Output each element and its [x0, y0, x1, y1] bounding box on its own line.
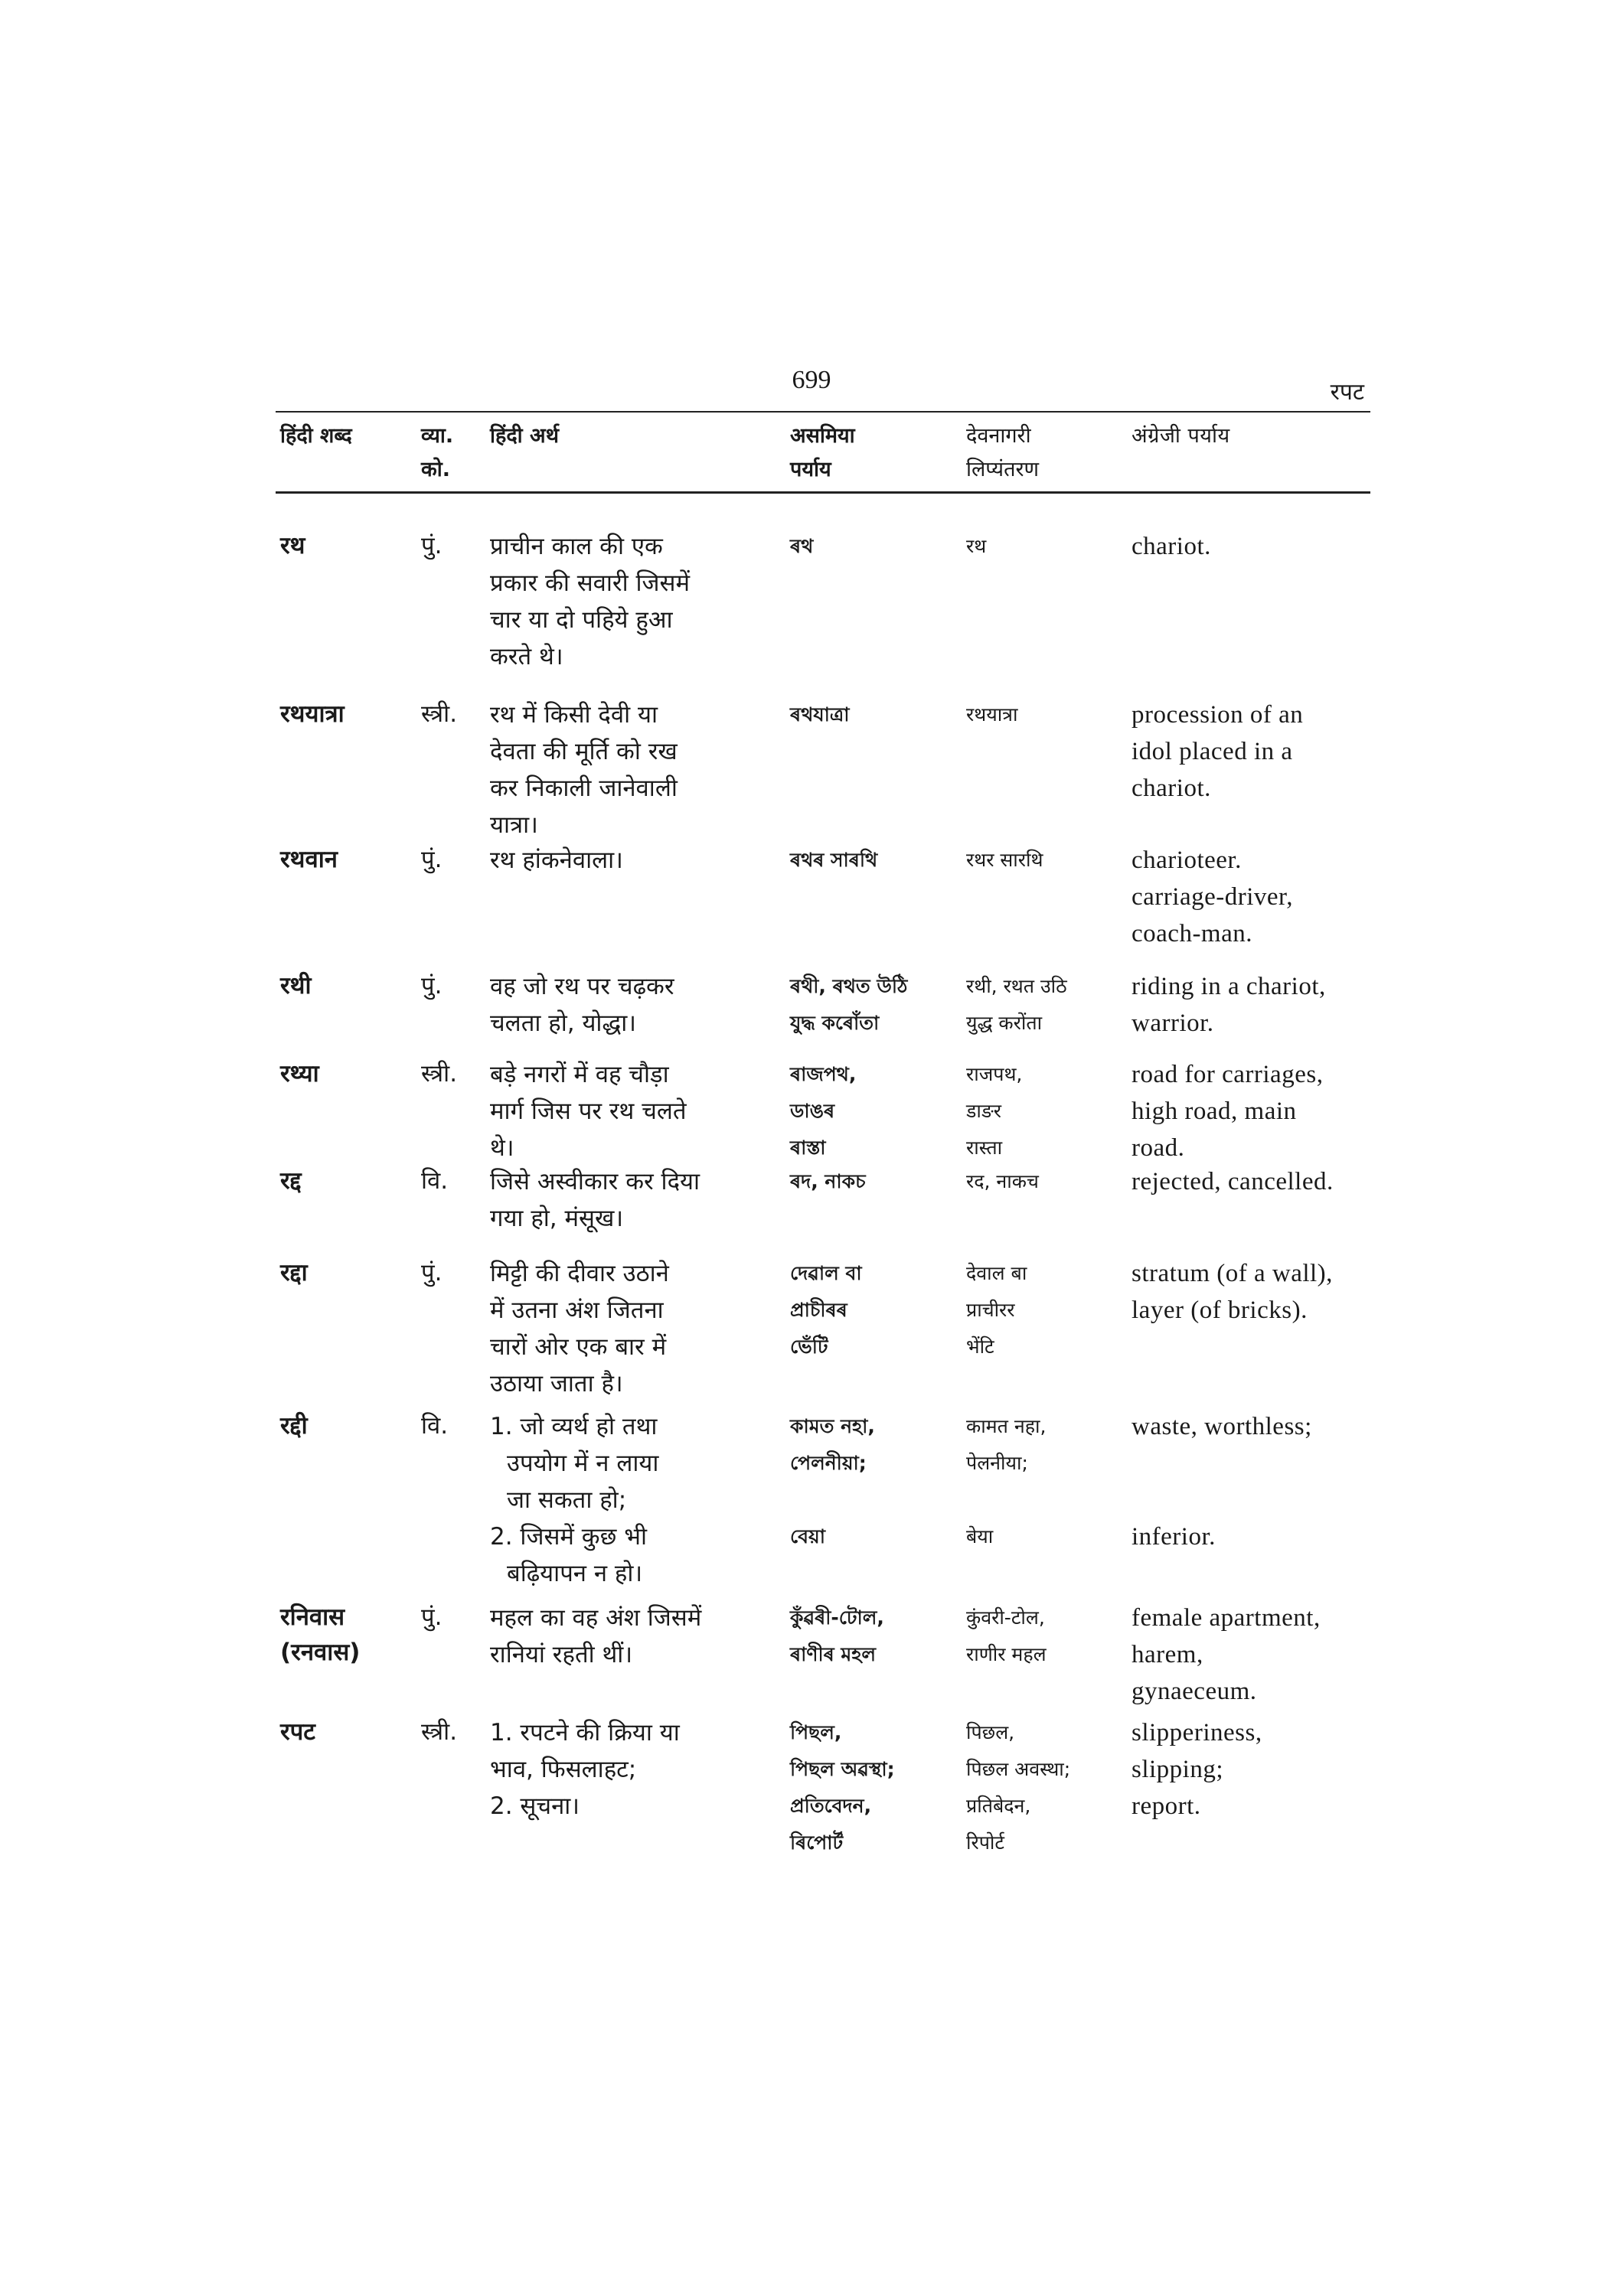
entry-devanagari	[966, 1600, 1127, 1673]
entry-word-line: रथ	[280, 532, 305, 559]
entry-meaning-line: मिट्टी की दीवार उठाने	[490, 1260, 669, 1287]
entry-devanagari	[966, 696, 1127, 733]
entry-assamese	[790, 1255, 951, 1365]
entry-english-line	[1132, 1482, 1392, 1518]
entry-english-line: layer (of bricks).	[1132, 1296, 1308, 1324]
entry-assamese	[790, 528, 951, 565]
entry-devanagari-line: युद्ध करोंता	[966, 1012, 1043, 1034]
entry-assamese-line	[790, 1482, 951, 1518]
entry-assamese	[790, 968, 951, 1042]
entry-grammar: पुं.	[421, 1259, 442, 1287]
entry-assamese	[790, 1056, 951, 1166]
entry-meaning-line: उठाया जाता है।	[490, 1370, 623, 1397]
entry-word	[280, 1408, 410, 1443]
entry-word	[280, 1056, 410, 1091]
entry-english	[1132, 696, 1392, 807]
entry-assamese-line: পেলনীয়া;	[790, 1452, 867, 1474]
entry-meaning-line: बड़े नगरों में वह चौड़ा	[490, 1061, 669, 1088]
header-assamese-line: असमिया	[790, 424, 855, 448]
entry-meaning-line: 2. सूचना।	[490, 1792, 580, 1820]
entry-grammar: पुं.	[421, 846, 442, 873]
entry-english-line: harem,	[1132, 1641, 1203, 1668]
entry-assamese	[790, 696, 951, 733]
entry-english-line: chariot.	[1132, 775, 1211, 802]
entry-devanagari-line: डाङर	[966, 1100, 1002, 1122]
entry-english	[1132, 1056, 1392, 1166]
entry-devanagari-line: प्राचीरर	[966, 1299, 1015, 1321]
entry-english	[1132, 1163, 1392, 1200]
entry-assamese	[790, 1714, 951, 1861]
entry-meaning-line: बढ़ियापन न हो।	[507, 1560, 643, 1587]
header-devanagari-line: देवनागरी	[966, 424, 1031, 448]
entry-meaning	[490, 1255, 781, 1402]
entry-word-line: रथयात्रा	[280, 700, 345, 728]
entry-meaning-line: 2. जिसमें कुछ भी	[490, 1523, 648, 1551]
entry-meaning-line: मार्ग जिस पर रथ चलते	[490, 1097, 687, 1125]
entry-assamese-line: প্ৰতিবেদন,	[790, 1795, 872, 1817]
entry-meaning	[490, 1714, 781, 1825]
entry-meaning-line: यात्रा।	[490, 811, 538, 839]
entry-meaning-line: चलता हो, योद्धा।	[490, 1009, 637, 1037]
entry-assamese-line: পিছল,	[790, 1721, 842, 1743]
entry-english-line: charioteer.	[1132, 846, 1242, 874]
entry-english-line: road.	[1132, 1134, 1185, 1162]
entry-devanagari-line: पिछल,	[966, 1721, 1015, 1743]
entry-english-line: carriage-driver,	[1132, 883, 1293, 911]
entry-assamese	[790, 1408, 951, 1555]
entry-word	[280, 968, 410, 1003]
entry-devanagari-line: कुंवरी-टोल,	[966, 1606, 1045, 1629]
entry-word-line: रद्दा	[280, 1259, 308, 1287]
entry-grammar: स्त्री.	[421, 1718, 458, 1746]
entry-devanagari-line	[966, 1482, 1127, 1518]
entry-assamese-line: ভেঁটি	[790, 1336, 828, 1358]
entry-english-line: female apartment,	[1132, 1604, 1321, 1632]
entry-devanagari-line: रिपोर्ट	[966, 1831, 1004, 1854]
entry-assamese-line: কুঁৱৰী-টোল,	[790, 1606, 884, 1629]
entry-word-line: रथ्या	[280, 1060, 319, 1088]
running-head: रपट	[1330, 379, 1364, 406]
entry-english-line: waste, worthless;	[1132, 1413, 1312, 1440]
entry-meaning	[490, 842, 781, 879]
entry-word	[280, 1163, 410, 1199]
entry-english	[1132, 528, 1392, 565]
entry-english	[1132, 1714, 1392, 1825]
entry-devanagari	[966, 1056, 1127, 1166]
entry-english	[1132, 1255, 1392, 1329]
entry-word-line: रथी	[280, 972, 312, 1000]
entry-assamese-line: বেয়া	[790, 1525, 826, 1548]
entry-english-line: slipping;	[1132, 1756, 1224, 1783]
entry-english	[1132, 1408, 1392, 1555]
header-hindi-meaning: हिंदी अर्थ	[490, 424, 559, 448]
entry-assamese-line: ৰাস্তা	[790, 1137, 826, 1159]
entry-word	[280, 528, 410, 563]
header-assamese-line: पर्याय	[790, 458, 831, 481]
entry-grammar: पुं.	[421, 1603, 442, 1631]
entry-assamese-line: ৰথযাত্ৰা	[790, 703, 850, 726]
entry-meaning-line: चार या दो पहिये हुआ	[490, 606, 673, 634]
entry-meaning-line: रथ हांकनेवाला।	[490, 846, 623, 874]
entry-english-line: rejected, cancelled.	[1132, 1168, 1334, 1195]
entry-assamese-line: ডাঙৰ	[790, 1100, 835, 1122]
entry-english-line: coach-man.	[1132, 920, 1252, 947]
entry-word	[280, 696, 410, 732]
entry-assamese	[790, 1163, 951, 1200]
entry-meaning	[490, 1163, 781, 1237]
entry-devanagari	[966, 842, 1127, 879]
entry-meaning	[490, 1056, 781, 1166]
entry-devanagari-line: भेंटि	[966, 1336, 994, 1358]
header-english: अंग्रेजी पर्याय	[1132, 424, 1230, 448]
entry-meaning-line: कर निकाली जानेवाली	[490, 775, 678, 802]
entry-english-line: road for carriages,	[1132, 1061, 1324, 1088]
entry-english-line: warrior.	[1132, 1009, 1214, 1037]
entry-devanagari	[966, 968, 1127, 1042]
entry-devanagari-line: रद, नाकच	[966, 1170, 1039, 1192]
entry-meaning-line: प्राचीन काल की एक	[490, 533, 663, 560]
header-rule	[276, 491, 1370, 494]
entry-english-line: gynaeceum.	[1132, 1678, 1257, 1705]
entry-devanagari-line: रास्ता	[966, 1137, 1003, 1159]
entry-assamese	[790, 842, 951, 879]
entry-grammar: स्त्री.	[421, 1060, 458, 1088]
entry-meaning-line: रथ में किसी देवी या	[490, 701, 658, 729]
entry-english	[1132, 842, 1392, 952]
entry-devanagari-line: कामत नहा,	[966, 1415, 1047, 1437]
entry-devanagari-line: रथी, रथत उठि	[966, 975, 1067, 997]
entry-word-line: रपट	[280, 1718, 315, 1746]
entry-meaning-line: चारों ओर एक बार में	[490, 1333, 667, 1361]
entry-meaning-line: महल का वह अंश जिसमें	[490, 1604, 702, 1632]
entry-devanagari-line: रथयात्रा	[966, 703, 1018, 726]
entry-meaning-line: 1. रपटने की क्रिया या	[490, 1719, 680, 1746]
entry-assamese-line: কামত নহা,	[790, 1415, 875, 1437]
entry-word-line: रनिवास	[280, 1603, 345, 1631]
entry-assamese-line: ৰাণীৰ মহল	[790, 1643, 877, 1665]
entry-meaning-line: रानियां रहती थीं।	[490, 1641, 633, 1668]
entry-word	[280, 1714, 410, 1750]
header-assamese	[790, 419, 951, 487]
entry-english-line: riding in a chariot,	[1132, 973, 1326, 1000]
entry-assamese-line: ৰথ	[790, 535, 814, 557]
entry-grammar: वि.	[421, 1412, 449, 1440]
entry-assamese-line: যুদ্ধ কৰোঁতা	[790, 1012, 880, 1034]
entry-grammar: पुं.	[421, 532, 442, 559]
entry-devanagari	[966, 1255, 1127, 1365]
entry-word-line: रद्द	[280, 1167, 302, 1195]
entry-assamese-line: প্ৰাচীৰৰ	[790, 1299, 847, 1321]
entry-devanagari	[966, 528, 1127, 565]
entry-meaning-line: जिसे अस्वीकार कर दिया	[490, 1168, 700, 1195]
entry-devanagari	[966, 1163, 1127, 1200]
entry-meaning	[490, 528, 781, 675]
entry-devanagari-line: बेया	[966, 1525, 994, 1548]
entry-meaning-line: गया हो, मंसूख।	[490, 1205, 624, 1232]
entry-assamese-line: ৰিপোৰ্ট	[790, 1831, 844, 1854]
entry-english-line: idol placed in a	[1132, 738, 1293, 765]
entry-meaning-line: थे।	[490, 1134, 514, 1162]
entry-english-line	[1132, 1445, 1392, 1482]
entry-english-line: report.	[1132, 1792, 1201, 1820]
entry-devanagari	[966, 1408, 1127, 1555]
entry-devanagari-line: देवाल बा	[966, 1262, 1027, 1284]
header-grammar-line: को.	[421, 458, 450, 481]
page-number: 699	[792, 366, 831, 394]
entry-english-line: chariot.	[1132, 533, 1211, 560]
entry-meaning-line: उपयोग में न लाया	[507, 1450, 659, 1477]
entry-devanagari-line: प्रतिबेदन,	[966, 1795, 1031, 1817]
entry-grammar: पुं.	[421, 972, 442, 1000]
entry-assamese-line: ৰথী, ৰথত উঠি	[790, 975, 908, 997]
entry-word	[280, 1600, 410, 1670]
entry-english	[1132, 1600, 1392, 1710]
entry-english-line: procession of an	[1132, 701, 1304, 729]
entry-english-line: high road, main	[1132, 1097, 1297, 1125]
header-hindi-word: हिंदी शब्द	[280, 424, 352, 448]
entry-assamese-line: পিছল অৱস্থা;	[790, 1758, 895, 1780]
entry-grammar: वि.	[421, 1167, 449, 1195]
entry-meaning	[490, 1600, 781, 1673]
entry-english-line: inferior.	[1132, 1523, 1216, 1551]
entry-word	[280, 842, 410, 877]
entry-meaning-line: में उतना अंश जितना	[490, 1296, 664, 1324]
entry-meaning-line: वह जो रथ पर चढ़कर	[490, 973, 674, 1000]
entry-meaning	[490, 1408, 781, 1592]
entry-assamese-line: ৰথৰ সাৰথি	[790, 849, 878, 871]
header-grammar-line: व्या.	[421, 424, 454, 448]
entry-assamese-line: ৰদ, নাকচ	[790, 1170, 866, 1192]
entry-meaning	[490, 968, 781, 1042]
entry-meaning-line: 1. जो व्यर्थ हो तथा	[490, 1413, 658, 1440]
entry-grammar: स्त्री.	[421, 700, 458, 728]
entry-assamese-line: দেৱাল বা	[790, 1262, 862, 1284]
entry-meaning-line: प्रकार की सवारी जिसमें	[490, 569, 691, 597]
header-devanagari-line: लिप्यंतरण	[966, 458, 1040, 481]
entry-word-line: रद्दी	[280, 1412, 308, 1440]
entry-word-line: रथवान	[280, 846, 338, 873]
header-grammar	[421, 419, 482, 487]
top-rule	[276, 411, 1370, 413]
entry-meaning	[490, 696, 781, 843]
entry-english-line: stratum (of a wall),	[1132, 1260, 1333, 1287]
entry-devanagari	[966, 1714, 1127, 1861]
entry-meaning-line: करते थे।	[490, 643, 563, 670]
entry-devanagari-line: रथर सारथि	[966, 849, 1043, 871]
entry-word	[280, 1255, 410, 1290]
entry-devanagari-line: पेलनीया;	[966, 1452, 1028, 1474]
entry-devanagari-line: राजपथ,	[966, 1063, 1023, 1085]
entry-assamese	[790, 1600, 951, 1673]
entry-english-line: slipperiness,	[1132, 1719, 1262, 1746]
entry-devanagari-line: पिछल अवस्था;	[966, 1758, 1071, 1780]
header-devanagari	[966, 419, 1127, 487]
entry-meaning-line: भाव, फिसलाहट;	[490, 1756, 637, 1783]
entry-assamese-line: ৰাজপথ,	[790, 1063, 857, 1085]
entry-english	[1132, 968, 1392, 1042]
entry-devanagari-line: रथ	[966, 535, 987, 557]
entry-devanagari-line: राणीर महल	[966, 1643, 1047, 1665]
entry-meaning-line: देवता की मूर्ति को रख	[490, 738, 678, 765]
entry-meaning-line: जा सकता हो;	[507, 1486, 627, 1514]
entry-word-line: (रनवास)	[280, 1639, 361, 1666]
